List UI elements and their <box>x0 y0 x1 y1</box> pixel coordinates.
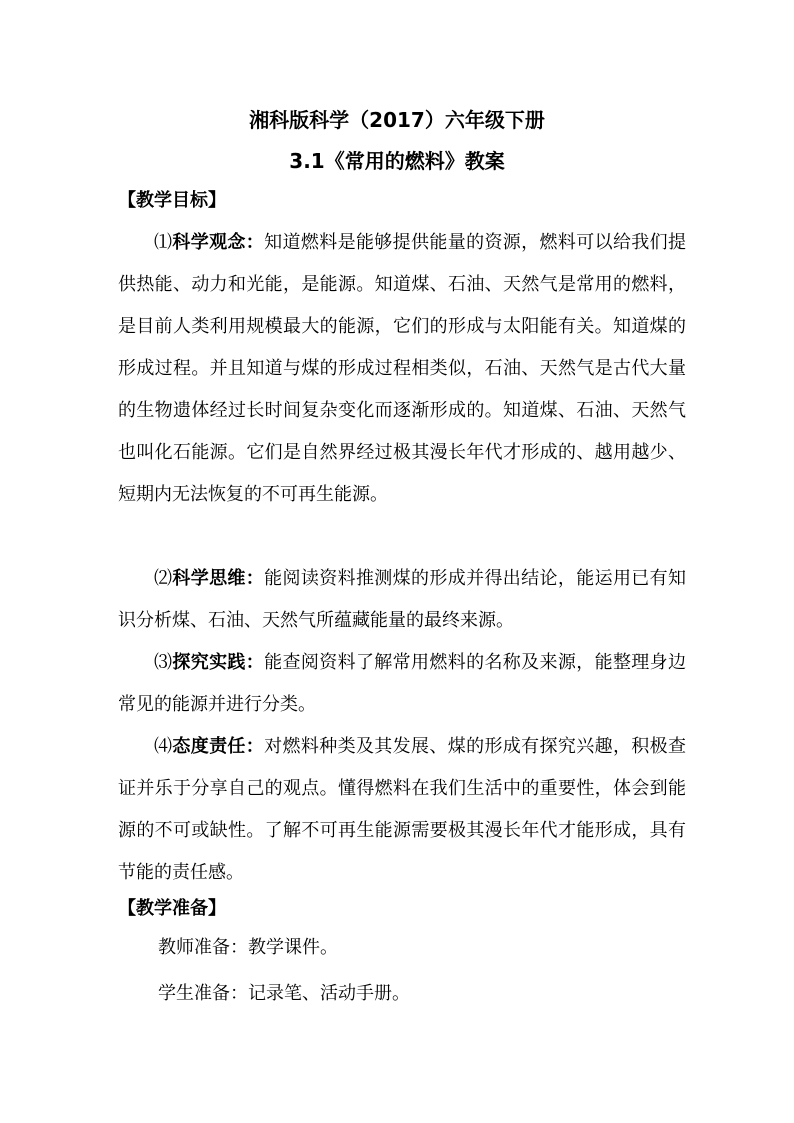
prep-teacher: 教师准备：教学课件。 <box>158 937 338 958</box>
section-heading-prep: 【教学准备】 <box>118 898 226 919</box>
goal-text: 能阅读资料推测煤的形成并得出结论，能运用已有知识分析煤、石油、天然气所蕴藏能量的最终来源。 <box>118 568 687 631</box>
goal-number: ⑷ <box>154 736 173 757</box>
goal-paragraph-3 <box>118 642 686 726</box>
goal-paragraph-2 <box>118 558 686 642</box>
goal-lead: 科学思维： <box>172 568 265 589</box>
goal-lead: 态度责任： <box>172 736 265 757</box>
prep-student: 学生准备：记录笔、活动手册。 <box>158 983 410 1004</box>
goal-lead: 科学观念： <box>172 232 265 253</box>
goal-paragraph-4 <box>118 726 686 894</box>
document-title: 湘科版科学（2017）六年级下册 <box>249 108 545 132</box>
document-subtitle: 3.1《常用的燃料》教案 <box>289 149 505 173</box>
goal-text: 对燃料种类及其发展、煤的形成有探究兴趣，积极查证并乐于分享自己的观点。懂得燃料在我们生活中的重要性，体会到能源的不可或缺性。了解不可再生能源需要极其漫长年代才能形成，具有节能的责任感。 <box>118 736 687 883</box>
goal-paragraph-1 <box>118 222 686 516</box>
section-heading-goals: 【教学目标】 <box>118 190 226 211</box>
goal-text: 能查阅资料了解常用燃料的名称及来源，能整理身边常见的能源并进行分类。 <box>118 652 687 715</box>
goal-text: 知道燃料是能够提供能量的资源，燃料可以给我们提供热能、动力和光能，是能源。知道煤、石油、天然气是常用的燃料，是目前人类利用规模最大的能源，它们的形成与太阳能有关。知道煤的形成过程。并且知道与煤的形成过程相类似，石油、天然气是古代大量的生物遗体经过长时间复杂变化而逐渐形成的。知道煤、石油、天然气也叫化石能源。它们是自然界经过极其漫长年代才形成的、越用越少、短期内无法恢复的不可再生能源。 <box>118 232 687 505</box>
goal-number: ⑴ <box>154 232 173 253</box>
goal-number: ⑵ <box>154 568 173 589</box>
goal-number: ⑶ <box>154 652 173 673</box>
goal-lead: 探究实践： <box>172 652 265 673</box>
